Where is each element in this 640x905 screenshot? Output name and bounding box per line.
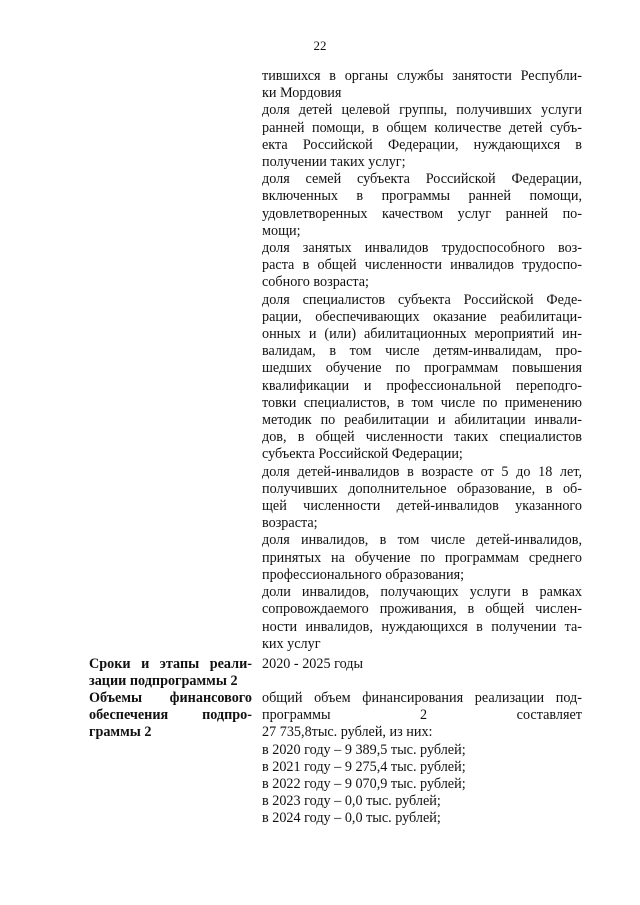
funding-line: в 2020 году – 9 389,5 тыс. рублей; bbox=[262, 741, 466, 758]
funding-label-line: Объемы финансового bbox=[89, 690, 252, 706]
target-indicator-line: собного возраста; bbox=[262, 274, 370, 291]
funding-label-line: обеспечения подпро- bbox=[89, 707, 252, 724]
target-indicator-line: доля детей целевой группы, получивших услуги bbox=[262, 102, 582, 119]
target-indicator-line: доля семей субъекта Российской Федерации, bbox=[262, 171, 582, 188]
target-indicator-item bbox=[262, 532, 582, 584]
target-indicator-line: включенных в программы ранней помощи, bbox=[262, 188, 582, 205]
target-indicator-line: получении таких услуг; bbox=[262, 154, 406, 171]
target-indicator-line: тившихся в органы службы занятости Республи- bbox=[262, 68, 582, 84]
target-indicator-line: удовлетворенных качеством услуг ранней по- bbox=[262, 205, 582, 222]
terms-value bbox=[262, 656, 582, 673]
page-number: 22 bbox=[313, 38, 327, 53]
target-indicator-line: ких услуг bbox=[262, 635, 321, 652]
target-indicator-line: доля инвалидов, в том числе детей-инвалидов, bbox=[262, 532, 582, 549]
funding-value bbox=[262, 690, 582, 828]
funding-line: в 2021 году – 9 275,4 тыс. рублей; bbox=[262, 758, 466, 775]
target-indicator-line: рации, обеспечивающих оказание реабилитаци- bbox=[262, 308, 582, 325]
target-indicator-line: доля занятых инвалидов трудоспособного воз- bbox=[262, 240, 582, 257]
funding-label-line: граммы 2 bbox=[89, 724, 152, 741]
target-indicator-line: квалификации и профессиональной переподго- bbox=[262, 377, 582, 394]
target-indicator-line: раста в общей численности инвалидов трудоспо- bbox=[262, 257, 582, 274]
target-indicator-line: ности инвалидов, нуждающихся в получении та- bbox=[262, 618, 582, 635]
terms-label bbox=[89, 656, 252, 690]
target-indicator-item bbox=[262, 171, 582, 240]
funding-line: в 2022 году – 9 070,9 тыс. рублей; bbox=[262, 776, 466, 793]
target-indicator-line: екта Российской Федерации, нуждающихся в bbox=[262, 136, 582, 153]
target-indicator-item bbox=[262, 68, 582, 102]
terms-value-text: 2020 - 2025 годы bbox=[262, 656, 364, 672]
target-indicator-line: валидам, в том числе детям-инвалидам, про- bbox=[262, 343, 582, 360]
target-indicator-line: доли инвалидов, получающих услуги в рамках bbox=[262, 584, 582, 601]
target-indicator-line: возраста; bbox=[262, 515, 318, 532]
funding-line: в 2023 году – 0,0 тыс. рублей; bbox=[262, 793, 441, 810]
target-indicator-line: профессионального образования; bbox=[262, 566, 465, 583]
target-indicator-line: товки специалистов, в том числе по применению bbox=[262, 394, 582, 411]
funding-line: программы 2 составляет bbox=[262, 707, 582, 724]
funding-label bbox=[89, 690, 252, 742]
target-indicator-item bbox=[262, 292, 582, 464]
funding-line: общий объем финансирования реализации под- bbox=[262, 690, 582, 706]
terms-label-line: зации подпрограммы 2 bbox=[89, 673, 238, 690]
target-indicator-line: доля детей-инвалидов в возрасте от 5 до 18 лет, bbox=[262, 463, 582, 480]
target-indicator-line: шедших обучение по программам повышения bbox=[262, 360, 582, 377]
target-indicators-list bbox=[262, 68, 582, 653]
terms-label-line: Сроки и этапы реали- bbox=[89, 656, 252, 672]
target-indicator-item bbox=[262, 240, 582, 292]
target-indicator-line: дов, в общей численности таких специалистов bbox=[262, 429, 582, 446]
target-indicator-line: мощи; bbox=[262, 222, 301, 239]
target-indicator-line: субъекта Российской Федерации; bbox=[262, 446, 463, 463]
target-indicator-line: ки Мордовия bbox=[262, 85, 342, 102]
funding-line: 27 735,8тыс. рублей, из них: bbox=[262, 724, 433, 741]
target-indicator-line: щей численности детей-инвалидов указанного bbox=[262, 498, 582, 515]
target-indicator-item bbox=[262, 584, 582, 653]
target-indicator-line: получивших дополнительное образование, в об- bbox=[262, 480, 582, 497]
target-indicator-line: методик по реабилитации и абилитации инвали- bbox=[262, 412, 582, 429]
target-indicator-item bbox=[262, 464, 582, 533]
funding-line: в 2024 году – 0,0 тыс. рублей; bbox=[262, 810, 441, 827]
target-indicator-line: сопровождаемого проживания, в общей числен- bbox=[262, 601, 582, 618]
target-indicator-line: онных и (или) абилитационных мероприятий ин- bbox=[262, 326, 582, 343]
target-indicator-line: доля специалистов субъекта Российской Феде- bbox=[262, 291, 582, 308]
target-indicator-line: ранней помощи, в общем количестве детей субъ- bbox=[262, 119, 582, 136]
target-indicator-item bbox=[262, 102, 582, 171]
target-indicator-line: принятых на обучение по программам среднего bbox=[262, 549, 582, 566]
